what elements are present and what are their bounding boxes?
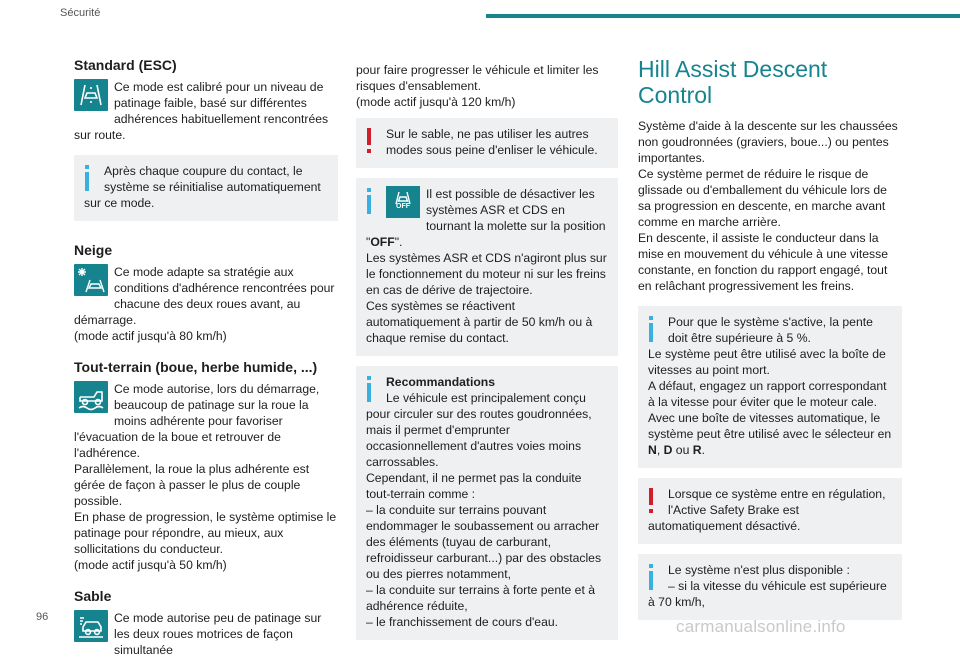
list-item: – la conduite sur terrains pouvant endommager le soubassement ou arracher des éléments (tuyau de carburant, refroidisseur carburant...) par des obstacles ou des pierres notamment, [366, 503, 602, 581]
sable-continued-text: pour faire progresser le véhicule et limiter les risques d'ensablement. (mode actif jusqu'à 120 km/h) [356, 63, 599, 109]
sable-heading: Sable [74, 588, 112, 604]
info-icon [646, 564, 656, 592]
recommendations-text: Le véhicule est principalement conçu pour circuler sur des routes goudronnées, mais il permet d'emprunter occasionnellement d'autres voies moins carrossables. Cependant, il ne permet pas la conduite tout-terrain comme : [366, 391, 592, 501]
info-icon [364, 376, 374, 404]
tout-terrain-text: Ce mode autorise, lors du démarrage, beaucoup de patinage sur la roue la moins adhérente pour favoriser l'évacuation de la boue et retrouver de l'adhérence. Parallèlement, la roue la plus adhérente est gérée de façon à passer le plus de couple possible. En phase de progression, le système optimise le patinage pour répondre, au mieux, aux sollicitations du conducteur. (mode actif jusqu'à 50 km/h) [74, 382, 337, 572]
off-note-bold: OFF [370, 235, 395, 249]
off-note-text-after: ". Les systèmes ASR et CDS n'agiront plus sur le fonctionnement du moteur ni sur les freins en cas de dérive de trajectoire. Ces systèmes se réactivent automatiquement à partir de 50 km/h ou à chaque remise du contact. [366, 235, 607, 345]
separator: . [701, 443, 705, 457]
availability-note-text: Le système n'est plus disponible : [668, 563, 850, 577]
standard-note [74, 155, 338, 221]
list-item: – le franchissement de cours d'eau. [366, 615, 559, 629]
sand-warning [356, 118, 618, 168]
standard-heading: Standard (ESC) [74, 57, 177, 73]
header-accent-bar [486, 14, 960, 18]
list-item: – si la vitesse du véhicule est supérieure à 70 km/h, [648, 579, 887, 609]
asr-off-icon [386, 186, 420, 218]
hill-assist-note [638, 306, 902, 468]
sand-mode-icon [74, 610, 108, 642]
separator: ou [672, 443, 693, 457]
warning-icon [646, 488, 656, 516]
watermark: carmanualsonline.info [676, 617, 846, 636]
standard-note-text: Après chaque coupure du contact, le système se réinitialise automatiquement sur ce mode. [84, 164, 321, 210]
page-number: 96 [36, 611, 49, 623]
mud-mode-icon [74, 381, 108, 413]
traction-standard-icon [74, 79, 108, 111]
hill-assist-note-body: Pour que le système s'active, la pente doit être supérieure à 5 %. Le système peut être utilisé avec la boîte de vitesses au point mort. A défaut, engagez un rapport correspondant à la vitesse pour éviter que le moteur cale. Avec une boîte de vitesses automatique, le système peut être utilisé avec le sélecteur en [648, 315, 892, 441]
info-icon [82, 165, 92, 193]
warning-icon [364, 128, 374, 156]
hill-assist-title: Hill Assist Descent Control [638, 56, 828, 108]
section-title: Sécurité [60, 7, 101, 19]
snow-mode-icon [74, 264, 108, 296]
gear-r: R [692, 443, 702, 457]
sable-text: Ce mode autorise peu de patinage sur les deux roues motrices de façon simultanée [114, 611, 322, 657]
hill-assist-note-text [648, 314, 892, 458]
neige-heading: Neige [74, 242, 113, 258]
info-icon [364, 188, 374, 216]
separator: , [656, 443, 664, 457]
sand-warning-text: Sur le sable, ne pas utiliser les autres modes sous peine d'enliser le véhicule. [386, 127, 598, 157]
off-note-text-before: Il est possible de désactiver les systèmes ASR et CDS en tournant la molette sur la position " [366, 187, 606, 249]
active-safety-brake-warning [638, 478, 902, 544]
column-3 [638, 56, 902, 620]
availability-note [638, 554, 902, 620]
hill-assist-intro: Système d'aide à la descente sur les chaussées non goudronnées (graviers, boue...) ou pentes importantes. Ce système permet de réduire le risque de glissade ou d'emballement du véhicule lors de sa progression en descente, en marche avant comme en marche arrière. En descente, il assiste le conducteur dans la mise en mouvement du véhicule à une vitesse constante, en fonction du rapport engagé, tout en relâchant progressivement les freins. [638, 119, 898, 293]
off-icon-label: OFF [396, 203, 410, 210]
tout-terrain-heading: Tout-terrain (boue, herbe humide, ...) [74, 359, 318, 375]
gear-n: N [648, 443, 657, 457]
info-icon [646, 316, 656, 344]
neige-text: Ce mode adapte sa stratégie aux conditions d'adhérence rencontrées pour chacune des deux roues avant, au démarrage. (mode actif jusqu'à 80 km/h) [74, 265, 335, 343]
list-item: – la conduite sur terrains à forte pente et à adhérence réduite, [366, 583, 595, 613]
off-note [356, 178, 618, 356]
recommendations-title-text: Recommandations [386, 375, 496, 389]
gear-d: D [663, 443, 673, 457]
recommendations-note [356, 366, 618, 640]
standard-text: Ce mode est calibré pour un niveau de patinage faible, basé sur différentes adhérences habituellement rencontrées sur route. [74, 80, 329, 142]
column-1 [74, 56, 338, 658]
column-2 [356, 62, 618, 640]
recommendations-title [366, 374, 608, 390]
active-safety-brake-warning-text: Lorsque ce système entre en régulation, l'Active Safety Brake est automatiquement désactivé. [648, 487, 886, 533]
